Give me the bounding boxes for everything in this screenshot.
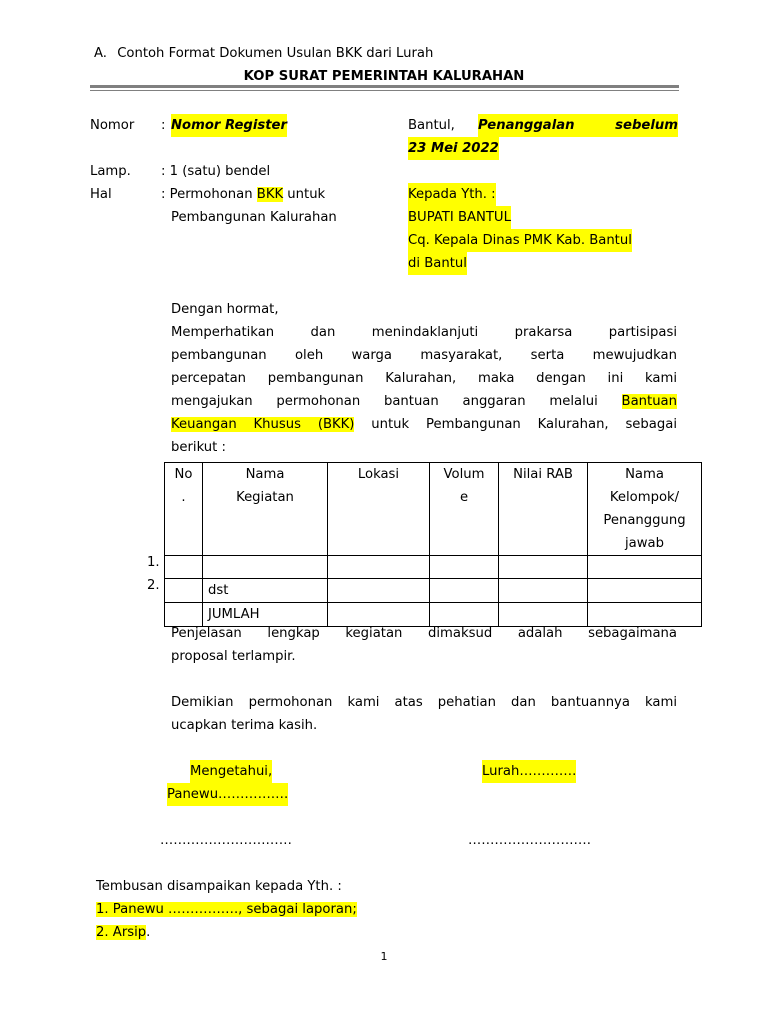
tembusan-item-1-text: Panewu ……………., sebagai laporan; [112,902,357,917]
closing-line-4: ucapkan terima kasih. [171,718,318,733]
section-title: Contoh Format Dokumen Usulan BKK dari Lurah [117,46,434,61]
closing-paragraph-2 [171,691,677,737]
hal-value-post: untuk [283,187,326,202]
recipient-line-4: di Bantul [408,252,467,275]
body-line-4-highlight: Bantuan [621,394,677,409]
tembusan-item-1-num: 1. [96,902,113,917]
hal-label: Hal [90,187,112,202]
body-line-5 [171,413,677,436]
date-line-1 [478,114,678,137]
recipient-line-3: Cq. Kepala Dinas PMK Kab. Bantul [408,229,632,252]
body-line-1: Memperhatikan dan menindaklanjuti prakarsa partisipasi [171,325,677,340]
signature-left-title: Panewu……………. [167,783,288,806]
tembusan-item-2-num: 2. [96,925,113,940]
hal-value-line2: Pembangunan Kalurahan [171,210,337,225]
row-kegiatan [203,556,328,579]
nomor-sep: : [161,118,166,133]
lamp-label: Lamp. [90,164,131,179]
body-line-6: berikut : [171,440,226,455]
recipient-line-1: Kepada Yth. : [408,183,496,206]
nomor-value: Nomor Register [171,114,287,137]
header-rule-thin [90,90,679,91]
date-line-2: 23 Mei 2022 [408,137,499,160]
signature-right-dots: ………………………. [468,833,591,848]
section-heading [94,42,433,65]
table-row [165,579,702,603]
body-line-4-text: mengajukan permohonan bantuan anggaran melalui [171,394,622,409]
body-paragraph [171,321,677,459]
closing-line-3: Demikian permohonan kami atas pehatian dan bantuannya kami [171,695,677,710]
table-header-row [165,463,702,556]
signature-left-label: Mengetahui, [190,760,272,783]
closing-line-2: proposal terlampir. [171,649,296,664]
page-number: 1 [380,950,388,963]
header-kelompok: Nama Kelompok/ Penanggung jawab [588,463,702,556]
body-line-2: pembangunan oleh warga masyarakat, serta mewujudkan [171,348,677,363]
tembusan-item-2 [96,921,150,944]
closing-paragraph-1 [171,622,677,668]
hal-value-pre: : Permohonan [161,187,257,202]
row-number-2: 2. [147,578,160,593]
hal-value [161,183,325,206]
body-line-3: percepatan pembangunan Kalurahan, maka dengan ini kami [171,371,677,386]
place-label: Bantul, [408,118,455,133]
date-word-1: Penanggalan [478,118,575,133]
date-word-2: sebelum [615,118,678,133]
body-line-5-text: untuk Pembangunan Kalurahan, sebagai [354,417,677,432]
nomor-label: Nomor [90,118,135,133]
row-kegiatan: dst [203,579,328,603]
tembusan-item-2-text: Arsip [112,925,147,940]
greeting: Dengan hormat, [171,302,279,317]
closing-line-1: Penjelasan lengkap kegiatan dimaksud adalah sebagaimana [171,626,677,641]
header-rule-thick [90,85,679,88]
header-no: No . [165,463,203,556]
recipient-line-2: BUPATI BANTUL [408,206,511,229]
header-nama-kegiatan: Nama Kegiatan [203,463,328,556]
header-nilai-rab: Nilai RAB [499,463,588,556]
table-row [165,556,702,579]
tembusan-item-1 [96,898,357,921]
section-marker: A. [94,46,107,61]
lamp-value: : 1 (satu) bendel [161,164,271,179]
tembusan-item-2-suffix: . [146,925,151,940]
body-line-5-highlight: Keuangan Khusus (BKK) [171,417,355,432]
hal-value-highlight: BKK [256,187,284,202]
row-number-1: 1. [147,555,160,570]
tembusan-label: Tembusan disampaikan kepada Yth. : [96,879,342,894]
activity-table [164,462,702,627]
header-lokasi: Lokasi [328,463,430,556]
signature-left-dots: ………………………… [160,833,292,848]
row-kegiatan: JUMLAH [203,603,328,627]
kop-surat: KOP SURAT PEMERINTAH KALURAHAN [243,69,525,84]
signature-right-title: Lurah…………. [482,760,576,783]
header-volume: Volum e [430,463,499,556]
body-line-4 [171,390,677,413]
